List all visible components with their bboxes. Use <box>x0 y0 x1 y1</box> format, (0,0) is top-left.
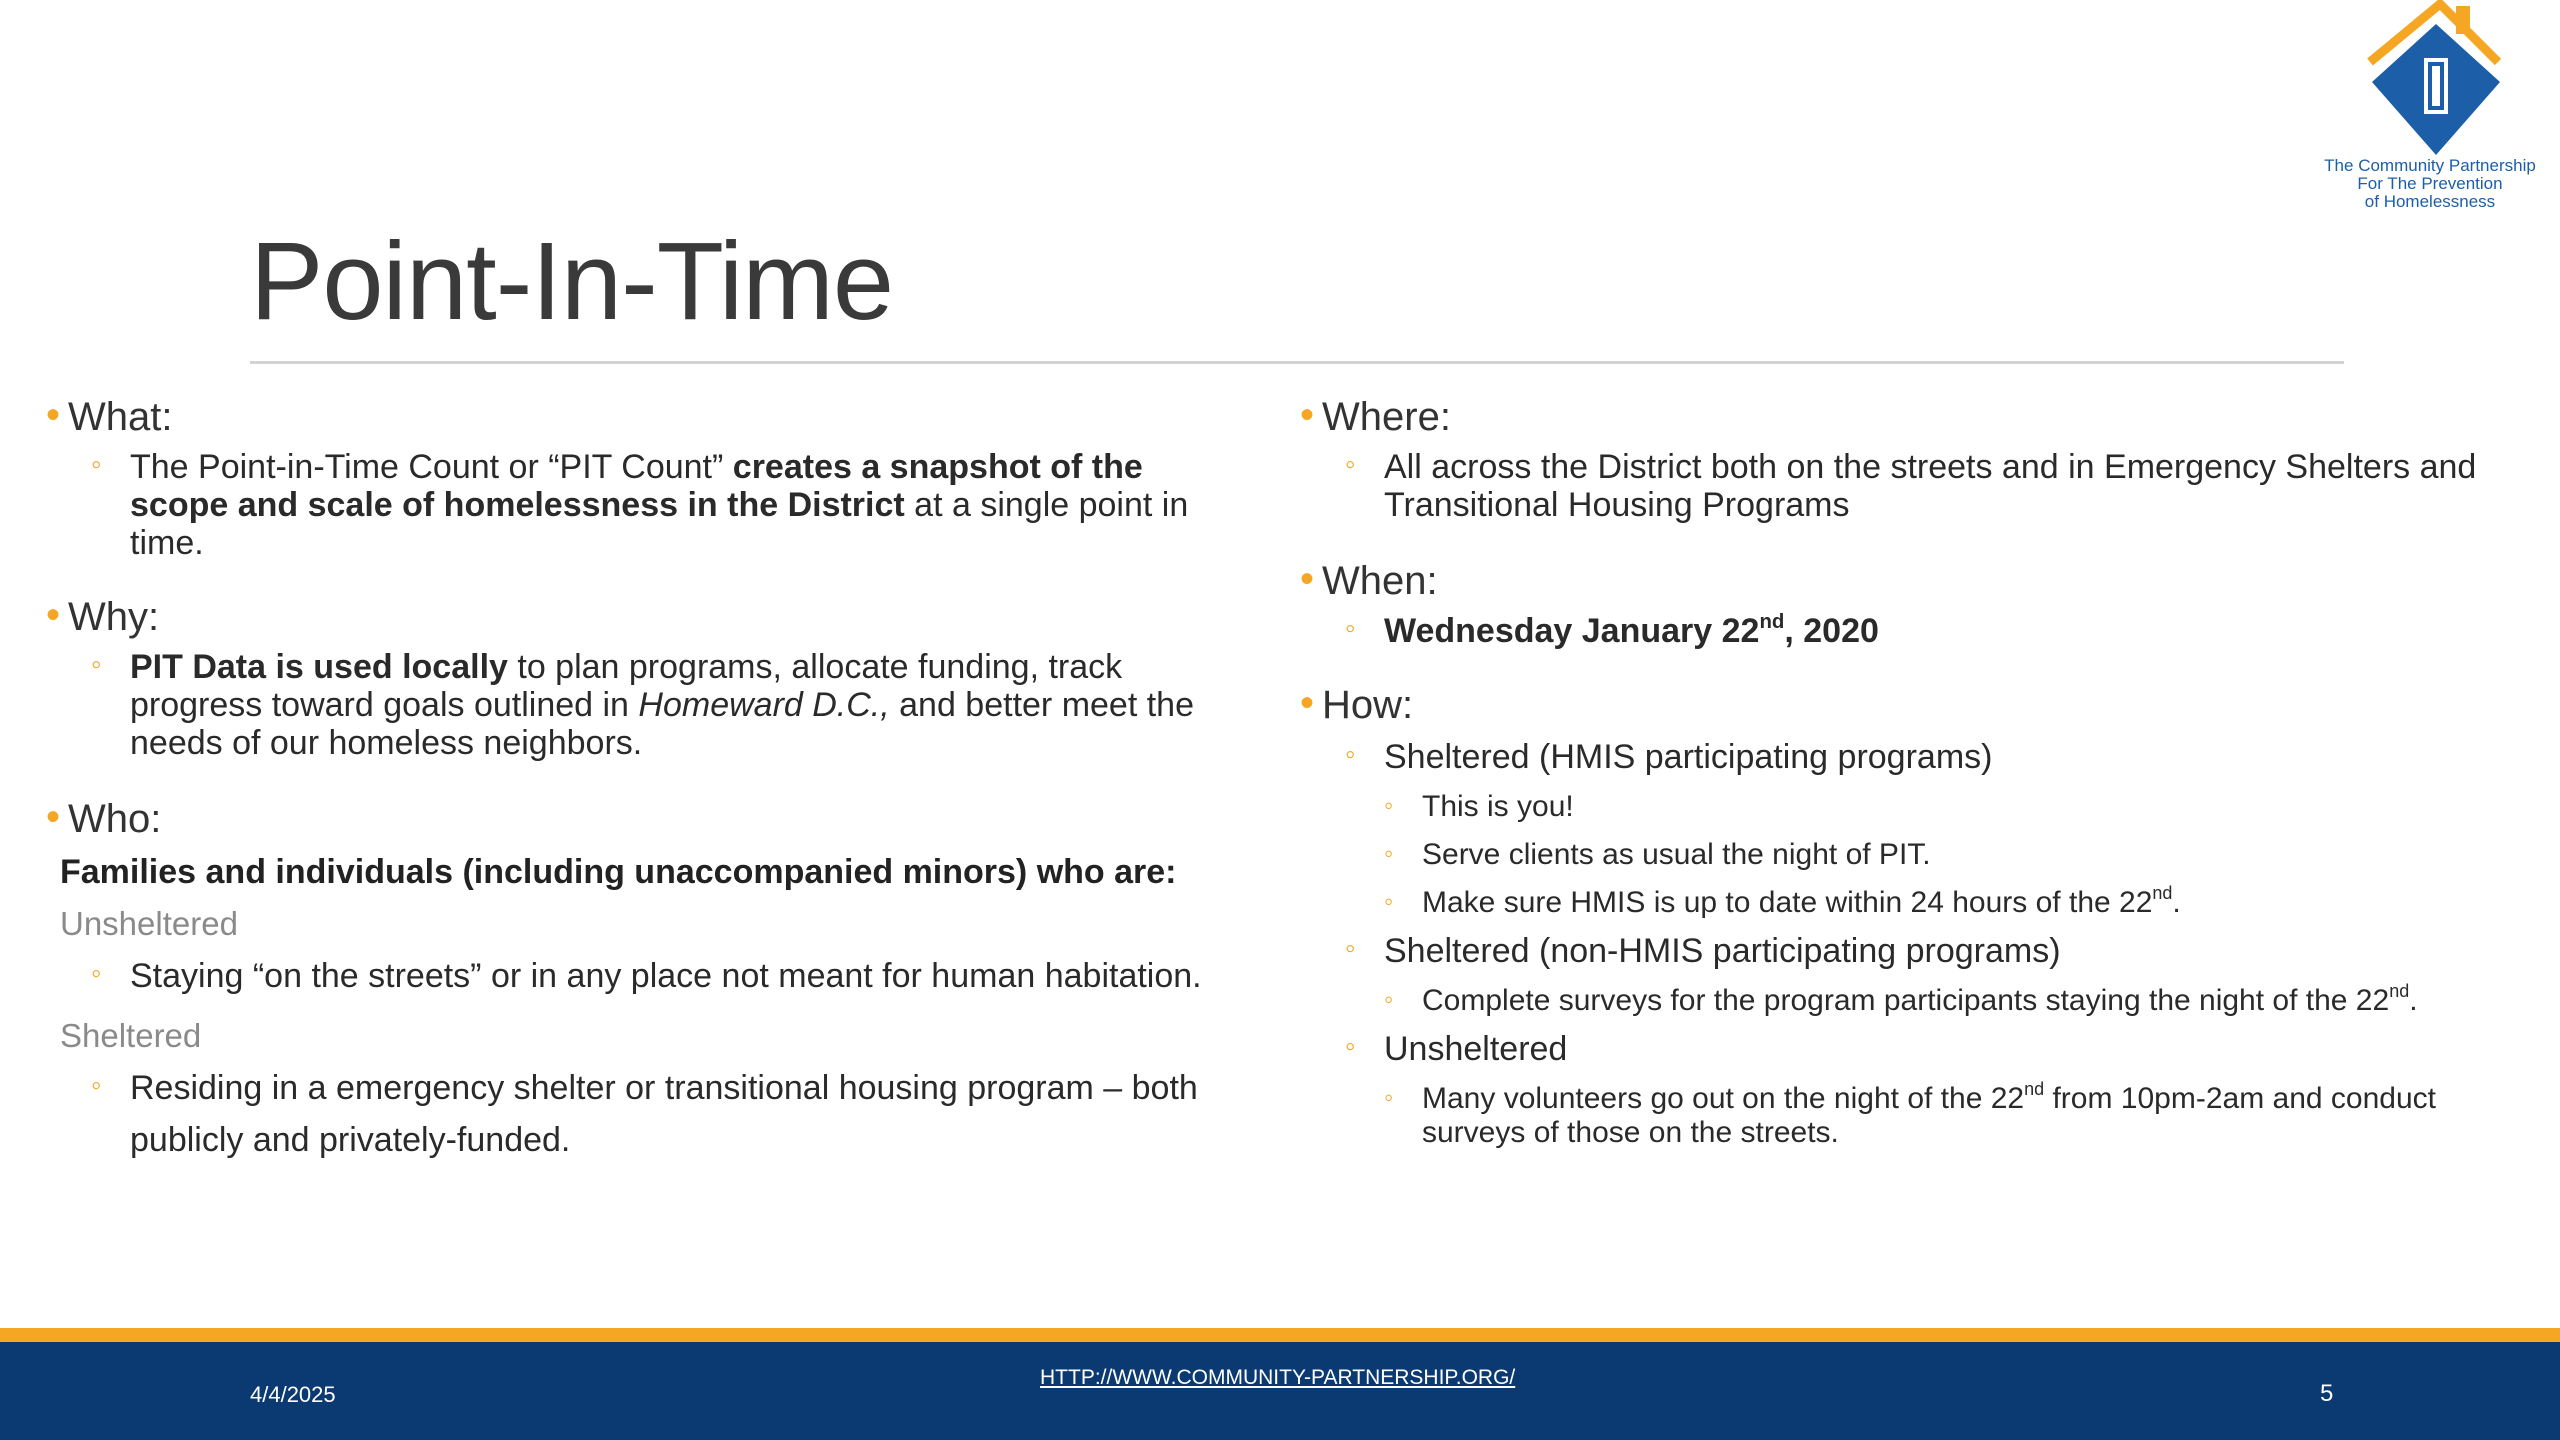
why-text-part: to plan programs, allocate funding, track progress toward goals outlined in <box>130 648 1123 724</box>
when-text-part: Wednesday January 22 <box>1384 612 1760 650</box>
how-subitem-text: Make sure HMIS is up to date within 24 hours of the 22 <box>1422 886 2153 919</box>
how-item-sheltered-hmis: ◦ Sheltered (HMIS participating programs) <box>1300 738 2530 776</box>
why-heading: • Why: <box>46 592 1246 642</box>
how-subitem-text: Complete surveys for the program participants staying the night of the 22 <box>1422 984 2390 1017</box>
logo-text-line: of Homelessness <box>2364 192 2496 211</box>
what-text-part: at a single point in time. <box>130 486 1189 562</box>
why-text-bold: PIT Data is used locally <box>130 648 508 686</box>
when-description <box>1300 612 2530 650</box>
how-subitem <box>1300 883 2530 920</box>
footer-accent-stripe <box>0 1328 2560 1342</box>
what-text-bold: creates a snapshot of the scope and scale of homelessness in the District <box>130 448 1143 524</box>
sheltered-label: Sheltered <box>60 1017 202 1054</box>
how-subitem <box>1300 981 2530 1018</box>
what-heading: • What: <box>46 392 1246 442</box>
how-item-sheltered-non-hmis: ◦ Sheltered (non-HMIS participating programs) <box>1300 932 2530 970</box>
how-subitem-superscript: nd <box>2024 1079 2045 1099</box>
unsheltered-label: Unsheltered <box>60 905 238 942</box>
right-column <box>1300 392 2530 1150</box>
when-superscript: nd <box>1759 610 1785 633</box>
how-subitem-text: . <box>2172 886 2181 919</box>
how-heading: • How: <box>1300 680 2530 730</box>
why-text-part: and better meet the needs of our homeless neighbors. <box>130 686 1194 762</box>
who-description <box>46 852 1246 892</box>
why-description <box>46 648 1246 762</box>
sheltered-description: ◦ Residing in a emergency shelter or transitional housing program – both publicly and privately-funded. <box>46 1062 1246 1166</box>
what-description <box>46 448 1246 562</box>
footer-website-link[interactable]: HTTP://WWW.COMMUNITY-PARTNERSHIP.ORG/ <box>1040 1366 1516 1389</box>
when-date <box>1384 612 1879 650</box>
logo-text-line: For The Prevention <box>2357 174 2503 193</box>
slide-number: 5 <box>2320 1380 2334 1407</box>
how-subitem <box>1300 1079 2530 1150</box>
who-text-bold: Families and individuals (including unaccompanied minors) who are: <box>60 853 1177 891</box>
why-text-italic: Homeward D.C., <box>638 686 890 724</box>
slide-title: Point-In-Time <box>250 220 894 343</box>
footer-date: 4/4/2025 <box>250 1382 336 1407</box>
unsheltered-description: ◦ Staying “on the streets” or in any place not meant for human habitation. <box>46 950 1246 1002</box>
who-heading: • Who: <box>46 794 1246 844</box>
when-heading: • When: <box>1300 556 2530 606</box>
when-text-part: , 2020 <box>1784 612 1879 650</box>
how-subitem-superscript: nd <box>2389 981 2410 1001</box>
footer-bar <box>0 1342 2560 1440</box>
where-heading: • Where: <box>1300 392 2530 442</box>
left-column <box>46 392 1246 1166</box>
organization-logo <box>2300 0 2560 215</box>
title-divider <box>250 361 2344 364</box>
how-subitem-text: Many volunteers go out on the night of the 22 <box>1422 1082 2025 1115</box>
logo-text <box>2300 157 2560 211</box>
how-subitem-text: from 10pm-2am and conduct surveys of those on the streets. <box>1422 1082 2436 1149</box>
how-subitem: ◦ Serve clients as usual the night of PIT. <box>1300 838 2530 872</box>
what-text-part: The Point-in-Time Count or “PIT Count” <box>130 448 733 486</box>
how-item-unsheltered: ◦ Unsheltered <box>1300 1030 2530 1068</box>
how-subitem-text: . <box>2409 984 2418 1017</box>
logo-text-line: The Community Partnership <box>2324 156 2536 175</box>
where-description: ◦ All across the District both on the streets and in Emergency Shelters and Transitional Housing Programs <box>1300 448 2530 524</box>
house-diamond-logo-icon <box>2348 0 2512 160</box>
how-subitem: ◦ This is you! <box>1300 790 2530 824</box>
how-subitem-superscript: nd <box>2152 883 2173 903</box>
